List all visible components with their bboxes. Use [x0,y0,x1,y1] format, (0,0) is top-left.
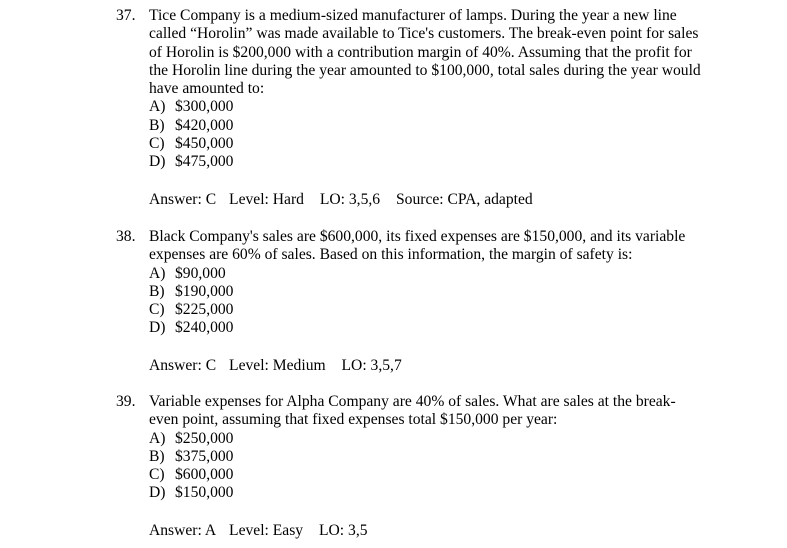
option-letter: D) [149,153,166,171]
option-a [149,265,716,283]
answer-key: Answer: C [149,356,217,374]
question-body [149,228,716,375]
option-text: $420,000 [175,116,234,134]
learning-objective: LO: 3,5,6 [319,190,381,208]
difficulty-level: Level: Hard [229,190,304,208]
option-letter: A) [149,98,166,116]
option-letter: A) [149,264,166,282]
option-letter: D) [149,319,166,337]
answer-key: Answer: C [149,190,217,208]
option-c [149,466,716,484]
option-letter: C) [149,135,165,153]
question-body [149,393,716,540]
question-38 [116,228,716,375]
question-39 [116,393,716,540]
option-d [149,484,716,502]
option-text: $250,000 [175,429,234,447]
question-stem: Variable expenses for Alpha Company are 40% of sales. What are sales at the break-even point, assuming that fixed expenses total $150,000 per year: [149,393,676,429]
question-number: 37. [116,7,136,24]
option-text: $190,000 [175,282,234,300]
option-letter: B) [149,447,165,465]
option-letter: B) [149,282,165,300]
option-letter: C) [149,466,165,484]
option-d [149,153,716,171]
option-text: $475,000 [175,153,234,171]
learning-objective: LO: 3,5 [319,521,368,539]
option-letter: A) [149,429,166,447]
option-letter: B) [149,116,165,134]
question-number: 38. [116,228,136,245]
option-d [149,319,716,337]
answer-options [149,98,716,171]
difficulty-level: Level: Easy [229,521,304,539]
answer-line [149,522,716,540]
answer-options [149,265,716,338]
option-text: $600,000 [175,466,234,484]
option-text: $300,000 [175,98,234,116]
question-number: 39. [116,393,136,410]
difficulty-level: Level: Medium [229,356,326,374]
option-a [149,430,716,448]
option-letter: C) [149,301,165,319]
option-text: $240,000 [175,319,234,337]
question-stem: Black Company's sales are $600,000, its fixed expenses are $150,000, and its variable expenses are 60% of sales. Based on this information, the margin of safety is: [149,228,686,264]
option-text: $375,000 [175,447,234,465]
option-text: $225,000 [175,301,234,319]
option-text: $450,000 [175,135,234,153]
option-b [149,448,716,466]
question-stem: Tice Company is a medium-sized manufacturer of lamps. During the year a new line called “Horolin” was made available to Tice's customers. The break-even point for sales of Horolin is $200,000 with a contribution margin of 40%. Assuming that the profit for the Horolin line during the year amounted to $100,000, total sales during the year would have amounted to: [149,7,701,98]
option-a [149,98,716,116]
option-c [149,135,716,153]
option-letter: D) [149,484,166,502]
option-text: $90,000 [175,264,226,282]
answer-options [149,430,716,503]
answer-key: Answer: A [149,521,217,539]
answer-line [149,191,716,209]
question-source: Source: CPA, adapted [395,190,533,208]
answer-line [149,357,716,375]
option-b [149,283,716,301]
option-text: $150,000 [175,484,234,502]
question-body [149,7,716,209]
option-c [149,301,716,319]
learning-objective: LO: 3,5,7 [341,356,402,374]
option-b [149,117,716,135]
question-37 [116,7,716,209]
